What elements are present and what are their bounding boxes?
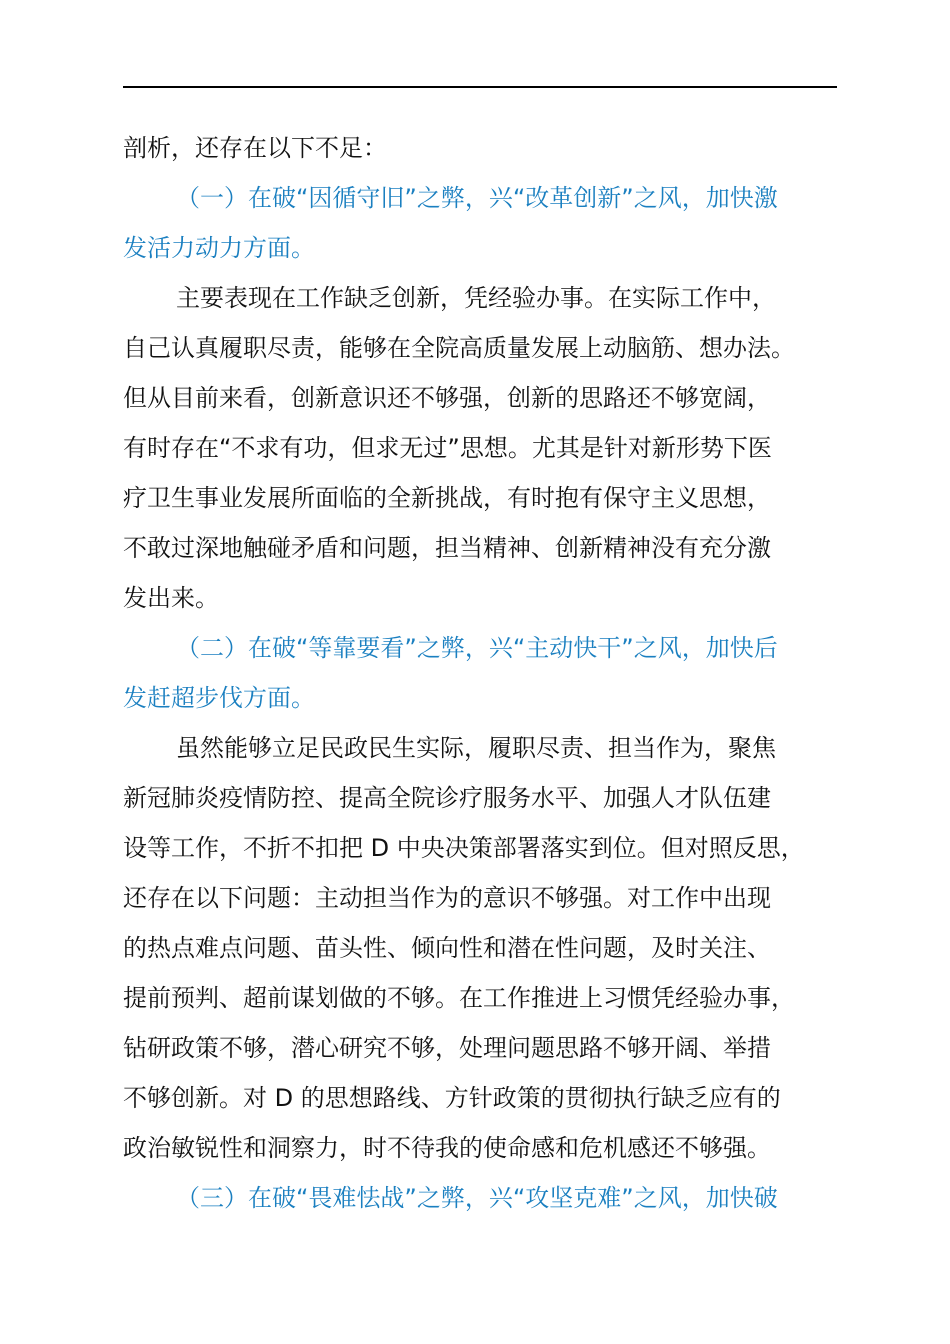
header-rule bbox=[123, 86, 837, 88]
paragraph-line: 还存在以下问题：主动担当作为的意识不够强。对工作中出现 bbox=[123, 884, 771, 912]
section-heading-1: （一）在破“因循守旧”之弊，兴“改革创新”之风，加快激 bbox=[176, 184, 778, 212]
paragraph-line: 新冠肺炎疫情防控、提高全院诊疗服务水平、加强人才队伍建 bbox=[123, 784, 771, 812]
section-heading-3: （三）在破“畏难怯战”之弊，兴“攻坚克难”之风，加快破 bbox=[176, 1184, 778, 1212]
paragraph-line: 自己认真履职尽责，能够在全院高质量发展上动脑筋、想办法。 bbox=[123, 334, 795, 362]
paragraph-line: 设等工作，不折不扣把 D 中央决策部署落实到位。但对照反思， bbox=[123, 834, 805, 862]
section-heading-1-cont: 发活力动力方面。 bbox=[123, 234, 315, 262]
paragraph-line: 但从目前来看，创新意识还不够强，创新的思路还不够宽阔， bbox=[123, 384, 771, 412]
paragraph-line: 虽然能够立足民政民生实际，履职尽责、担当作为，聚焦 bbox=[176, 734, 776, 762]
paragraph-line: 提前预判、超前谋划做的不够。在工作推进上习惯凭经验办事， bbox=[123, 984, 795, 1012]
paragraph-line: 政治敏锐性和洞察力，时不待我的使命感和危机感还不够强。 bbox=[123, 1134, 771, 1162]
paragraph-line: 疗卫生事业发展所面临的全新挑战，有时抱有保守主义思想， bbox=[123, 484, 771, 512]
paragraph-line: 不敢过深地触碰矛盾和问题，担当精神、创新精神没有充分激 bbox=[123, 534, 771, 562]
paragraph-line: 钻研政策不够，潜心研究不够，处理问题思路不够开阔、举措 bbox=[123, 1034, 771, 1062]
section-heading-2-cont: 发赶超步伐方面。 bbox=[123, 684, 315, 712]
paragraph-line: 不够创新。对 D 的思想路线、方针政策的贯彻执行缺乏应有的 bbox=[123, 1084, 781, 1112]
section-heading-2: （二）在破“等靠要看”之弊，兴“主动快干”之风，加快后 bbox=[176, 634, 778, 662]
paragraph-line: 剖析，还存在以下不足： bbox=[123, 134, 387, 162]
paragraph-line: 的热点难点问题、苗头性、倾向性和潜在性问题，及时关注、 bbox=[123, 934, 771, 962]
paragraph-line: 发出来。 bbox=[123, 584, 219, 612]
paragraph-line: 主要表现在工作缺乏创新，凭经验办事。在实际工作中， bbox=[176, 284, 776, 312]
paragraph-line: 有时存在“不求有功，但求无过”思想。尤其是针对新形势下医 bbox=[123, 434, 772, 462]
